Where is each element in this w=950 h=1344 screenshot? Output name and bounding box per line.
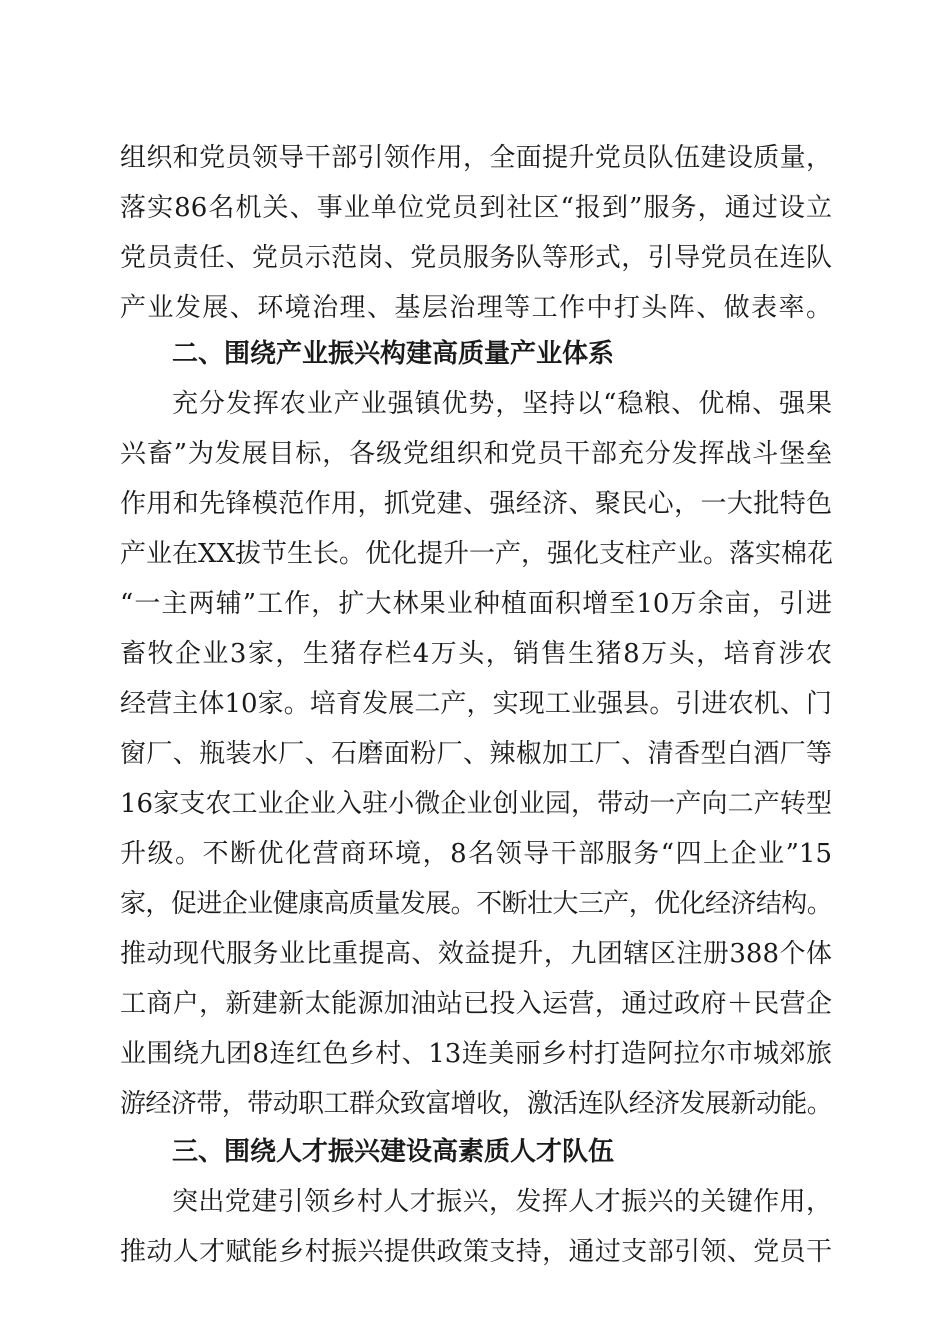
paragraph-line: “一主两辅”工作，扩大林果业种植面积增至10万余亩，引进	[120, 589, 832, 619]
paragraph-line: 家，促进企业健康高质量发展。不断壮大三产，优化经济结构。	[120, 889, 832, 919]
paragraph-line: 游经济带，带动职工群众致富增收，激活连队经济发展新动能。	[120, 1089, 832, 1119]
paragraph-line: 推动现代服务业比重提高、效益提升，九团辖区注册388个体	[120, 939, 832, 969]
paragraph-line: 落实86名机关、事业单位党员到社区“报到”服务，通过设立	[120, 193, 832, 223]
paragraph-line: 兴畜”为发展目标，各级党组织和党员干部充分发挥战斗堡垒	[120, 439, 832, 469]
paragraph-line: 16家支农工业企业入驻小微企业创业园，带动一产向二产转型	[120, 789, 832, 819]
paragraph-line: 业围绕九团8连红色乡村、13连美丽乡村打造阿拉尔市城郊旅	[120, 1039, 832, 1069]
paragraph-line: 畜牧企业3家，生猪存栏4万头，销售生猪8万头，培育涉农	[120, 639, 832, 669]
paragraph-line: 组织和党员领导干部引领作用，全面提升党员队伍建设质量，	[120, 143, 832, 173]
section-heading-talent: 三、围绕人才振兴建设高素质人才队伍	[172, 1137, 615, 1167]
paragraph-line: 推动人才赋能乡村振兴提供政策支持，通过支部引领、党员干	[120, 1237, 832, 1267]
paragraph-line: 升级。不断优化营商环境，8名领导干部服务“四上企业”15	[120, 839, 832, 869]
paragraph-line: 产业在XX拔节生长。优化提升一产，强化支柱产业。落实棉花	[120, 539, 834, 569]
paragraph-line: 产业发展、环境治理、基层治理等工作中打头阵、做表率。	[120, 293, 832, 323]
paragraph-line: 窗厂、瓶装水厂、石磨面粉厂、辣椒加工厂、清香型白酒厂等	[120, 739, 832, 769]
paragraph-line: 作用和先锋模范作用，抓党建、强经济、聚民心，一大批特色	[120, 489, 832, 519]
section-heading-industry: 二、围绕产业振兴构建高质量产业体系	[172, 339, 615, 369]
paragraph-line: 工商户，新建新太能源加油站已投入运营，通过政府＋民营企	[120, 989, 832, 1019]
paragraph-line: 党员责任、党员示范岗、党员服务队等形式，引导党员在连队	[120, 243, 832, 273]
paragraph-line: 突出党建引领乡村人才振兴，发挥人才振兴的关键作用，	[172, 1187, 832, 1217]
paragraph-line: 经营主体10家。培育发展二产，实现工业强县。引进农机、门	[120, 689, 832, 719]
paragraph-line: 充分发挥农业产业强镇优势，坚持以“稳粮、优棉、强果	[172, 389, 832, 419]
